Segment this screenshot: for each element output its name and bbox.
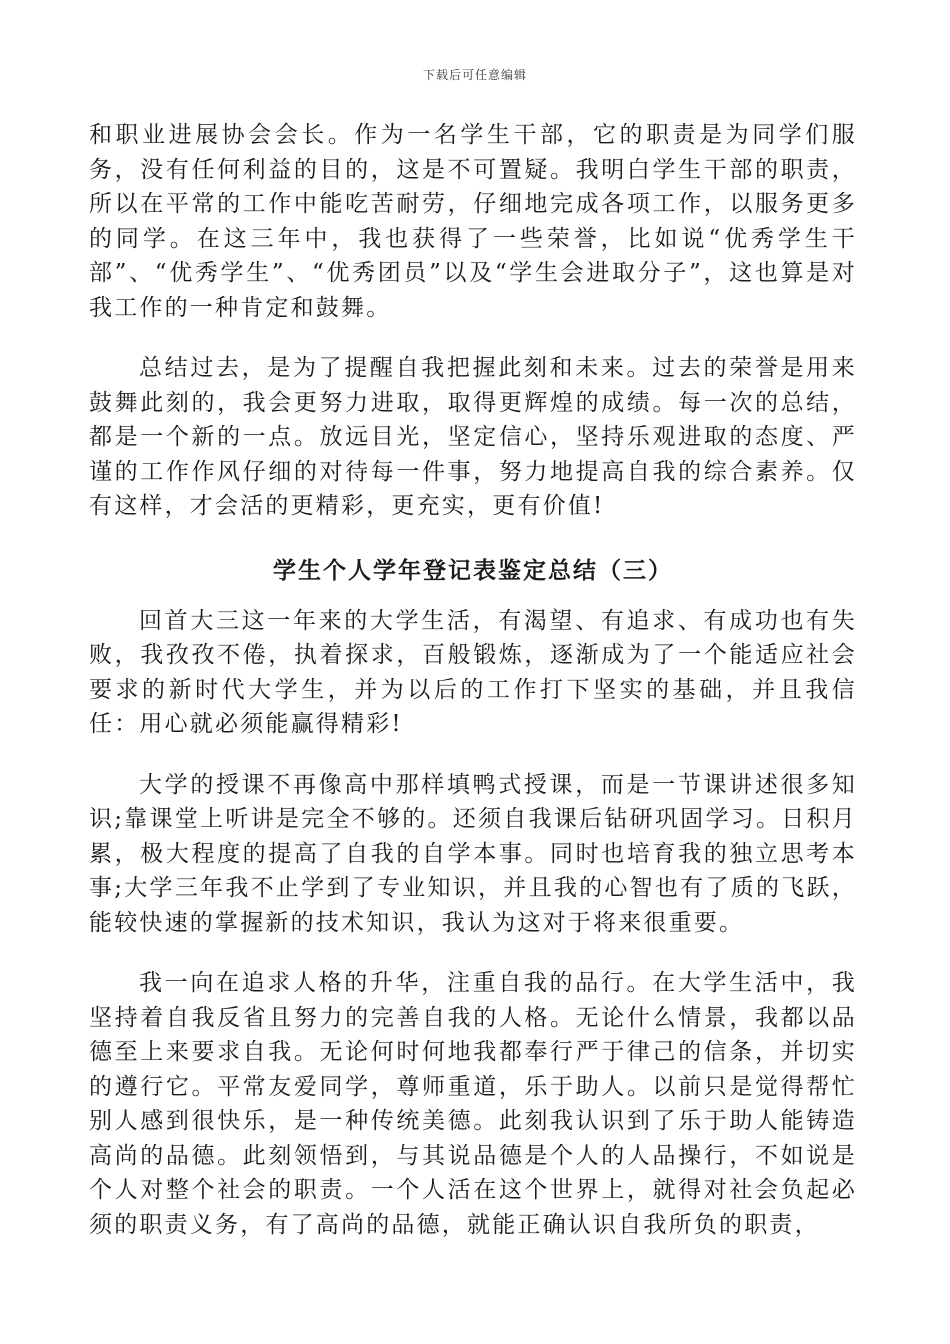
paragraph-1: 和职业进展协会会长。作为一名学生干部，它的职责是为同学们服务，没有任何利益的目的，这是不可置疑。我明白学生干部的职责，所以在平常的工作中能吃苦耐劳，仔细地完成各项工作，以服务更多的同学。在这三年中，我也获得了一些荣誉，比如说“优秀学生干部”、“优秀学生”、“优秀团员”以及“学生会进取分子”，这也算是对我工作的一种肯定和鼓舞。	[89, 122, 857, 321]
paragraph-5: 我一向在追求人格的升华，注重自我的品行。在大学生活中，我坚持着自我反省且努力的完善自我的人格。无论什么情景，我都以品德至上来要求自我。无论何时何地我都奉行严于律己的信条，并切实的遵行它。平常友爱同学，尊师重道，乐于助人。以前只是觉得帮忙别人感到很快乐，是一种传统美德。此刻我认识到了乐于助人能铸造高尚的品德。此刻领悟到，与其说品德是个人的人品操行，不如说是个人对整个社会的职责。一个人活在这个世界上，就得对社会负起必须的职责义务，有了高尚的品德，就能正确认识自我所负的职责，	[89, 970, 857, 1238]
paragraph-2: 总结过去，是为了提醒自我把握此刻和未来。过去的荣誉是用来鼓舞此刻的，我会更努力进取，取得更辉煌的成绩。每一次的总结，都是一个新的一点。放远目光，坚定信心，坚持乐观进取的态度、严谨的工作作风仔细的对待每一件事，努力地提高自我的综合素养。仅有这样，才会活的更精彩，更充实，更有价值!	[89, 355, 857, 519]
section-title: 学生个人学年登记表鉴定总结（三）	[273, 556, 673, 584]
paragraph-4: 大学的授课不再像高中那样填鸭式授课，而是一节课讲述很多知识;靠课堂上听讲是完全不够的。还须自我课后钻研巩固学习。日积月累，极大程度的提高了自我的自学本事。同时也培育我的独立思考本事;大学三年我不止学到了专业知识，并且我的心智也有了质的飞跃，能较快速的掌握新的技术知识，我认为这对于将来很重要。	[89, 771, 857, 936]
document-body	[89, 118, 857, 1242]
paragraph-3: 回首大三这一年来的大学生活，有渴望、有追求、有成功也有失败，我孜孜不倦，执着探求，百般锻炼，逐渐成为了一个能适应社会要求的新时代大学生，并为以后的工作打下坚实的基础，并且我信任：用心就必须能赢得精彩!	[89, 607, 857, 737]
page-header: 下载后可任意编辑	[422, 68, 527, 82]
